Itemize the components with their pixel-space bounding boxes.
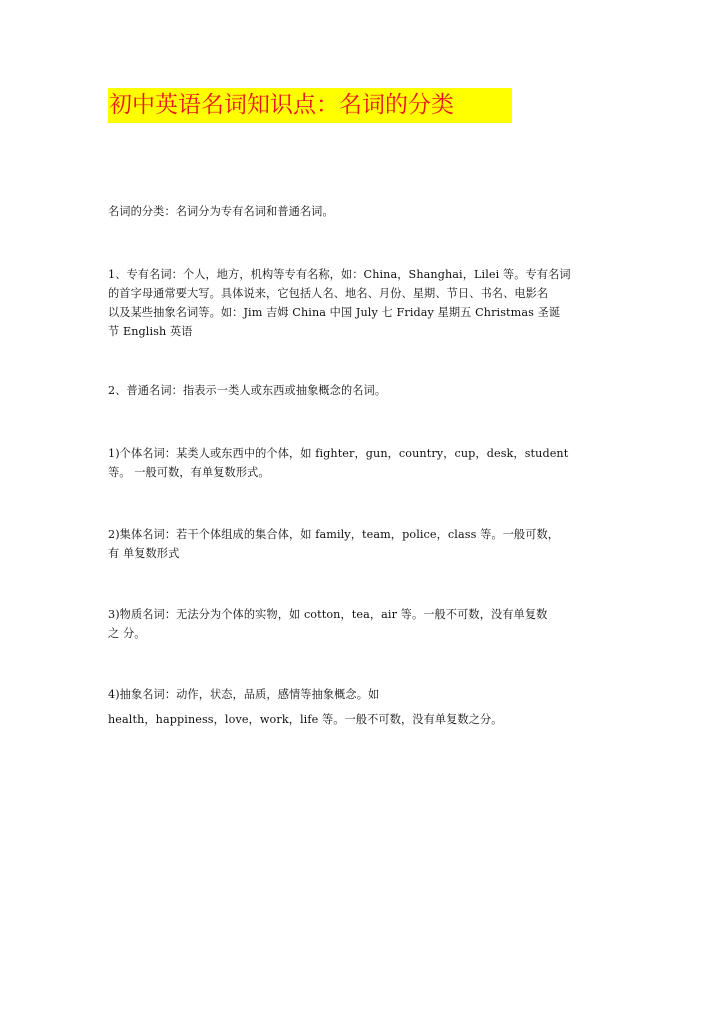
text-line: 1、专有名词：个人，地方，机构等专有名称，如：China，Shanghai，Lilei 等。专有名词 — [108, 268, 571, 281]
intro-paragraph: 名词的分类：名词分为专有名词和普通名词。 — [108, 205, 334, 218]
page-title: 初中英语名词知识点：名词的分类 — [108, 88, 512, 123]
text-line: 以及某些抽象名词等。如：Jim 吉姆 China 中国 July 七 Friday 星期五 Christmas 圣诞 — [108, 306, 561, 319]
text-line: 2)集体名词：若干个体组成的集合体，如 family，team，police，class 等。一般可数， — [108, 528, 560, 541]
individual-noun-paragraph — [108, 444, 618, 482]
text-line: 之 分。 — [108, 627, 146, 640]
text-line: health，happiness，love，work，life 等。一般不可数，没有单复数之分。 — [108, 713, 503, 726]
text-line: 节 English 英语 — [108, 325, 193, 338]
common-noun-paragraph: 2、普通名词：指表示一类人或东西或抽象概念的名词。 — [108, 384, 387, 397]
text-line: 等。 一般可数，有单复数形式。 — [108, 466, 270, 479]
collective-noun-paragraph — [108, 525, 618, 563]
abstract-noun-paragraph — [108, 685, 618, 729]
text-line: 有 单复数形式 — [108, 547, 180, 560]
proper-noun-paragraph — [108, 265, 618, 341]
material-noun-paragraph — [108, 605, 618, 643]
text-line: 4)抽象名词：动作，状态，品质，感情等抽象概念。如 — [108, 688, 380, 701]
text-line: 3)物质名词：无法分为个体的实物，如 cotton，tea，air 等。一般不可数，没有单复数 — [108, 608, 548, 621]
text-line: 的首字母通常要大写。具体说来，它包括人名、地名、月份、星期、节日、书名、电影名 — [108, 287, 549, 300]
text-line: 1)个体名词：某类人或东西中的个体，如 fighter，gun，country，cup，desk，student — [108, 447, 569, 460]
